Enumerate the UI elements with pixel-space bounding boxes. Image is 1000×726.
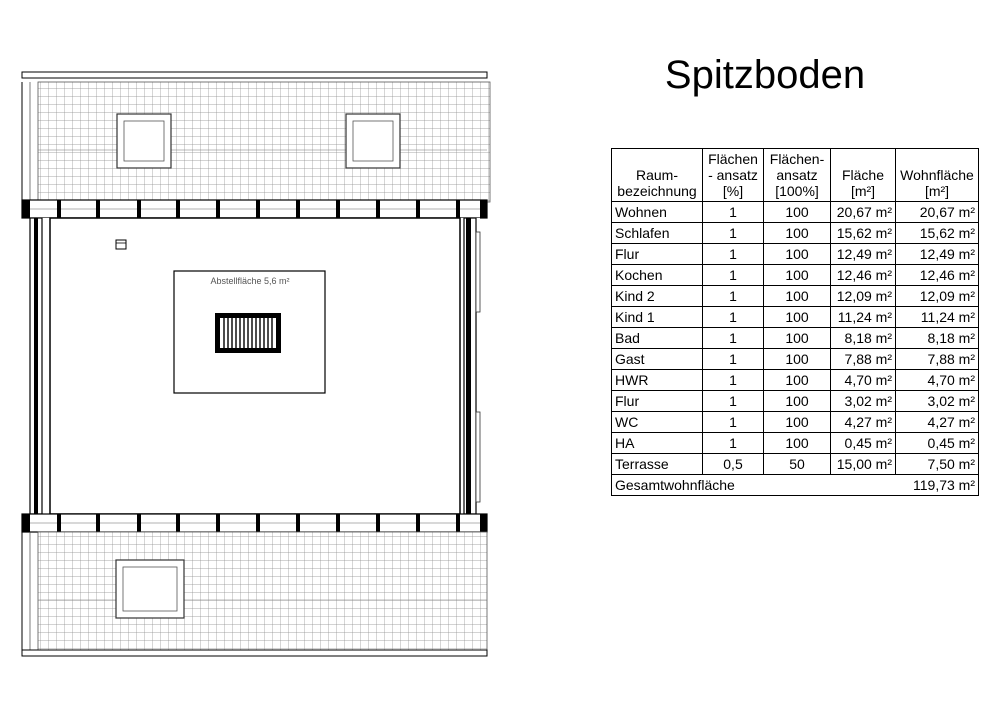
area: 12,46 m² — [831, 265, 896, 286]
table-row — [612, 244, 979, 265]
area: 0,45 m² — [831, 433, 896, 454]
factor-100: 100 — [764, 244, 831, 265]
factor-pct: 1 — [703, 286, 764, 307]
header-living-area-line2: [m²] — [924, 183, 950, 199]
table-row — [612, 391, 979, 412]
table-row — [612, 328, 979, 349]
factor-100: 100 — [764, 433, 831, 454]
area: 8,18 m² — [831, 328, 896, 349]
area: 7,88 m² — [831, 349, 896, 370]
living-area: 7,88 m² — [896, 349, 979, 370]
living-area: 11,24 m² — [896, 307, 979, 328]
header-factor-pct-line2: - ansatz — [708, 167, 758, 183]
area: 12,49 m² — [831, 244, 896, 265]
header-living-area-line1: Wohnfläche — [900, 167, 974, 183]
room-name: Kochen — [612, 265, 703, 286]
area-table — [611, 148, 979, 496]
table-row — [612, 202, 979, 223]
factor-100: 100 — [764, 307, 831, 328]
factor-pct: 1 — [703, 265, 764, 286]
living-area: 8,18 m² — [896, 328, 979, 349]
room-name: HA — [612, 433, 703, 454]
table-row — [612, 286, 979, 307]
factor-100: 100 — [764, 202, 831, 223]
factor-pct: 1 — [703, 328, 764, 349]
header-area — [831, 149, 896, 202]
roof-window-top-left — [117, 114, 171, 168]
area: 11,24 m² — [831, 307, 896, 328]
room-name: Bad — [612, 328, 703, 349]
total-label: Gesamtwohnfläche — [612, 475, 831, 496]
factor-pct: 1 — [703, 391, 764, 412]
room-name: Wohnen — [612, 202, 703, 223]
attic-hatch — [215, 313, 281, 353]
factor-100: 50 — [764, 454, 831, 475]
area: 4,70 m² — [831, 370, 896, 391]
room-name: Terrasse — [612, 454, 703, 475]
room-name: Gast — [612, 349, 703, 370]
room-name: Flur — [612, 244, 703, 265]
table-row — [612, 370, 979, 391]
living-area: 0,45 m² — [896, 433, 979, 454]
factor-pct: 1 — [703, 307, 764, 328]
factor-100: 100 — [764, 328, 831, 349]
factor-100: 100 — [764, 265, 831, 286]
living-area: 12,49 m² — [896, 244, 979, 265]
living-area: 3,02 m² — [896, 391, 979, 412]
area: 3,02 m² — [831, 391, 896, 412]
header-factor-pct — [703, 149, 764, 202]
area: 12,09 m² — [831, 286, 896, 307]
living-area: 12,09 m² — [896, 286, 979, 307]
header-living-area — [896, 149, 979, 202]
header-factor-100 — [764, 149, 831, 202]
header-factor-100-line2: ansatz — [776, 167, 818, 183]
factor-100: 100 — [764, 370, 831, 391]
table-row — [612, 433, 979, 454]
table-row — [612, 307, 979, 328]
living-area: 4,27 m² — [896, 412, 979, 433]
header-area-line2: [m²] — [850, 183, 876, 199]
vent-symbol — [116, 240, 126, 249]
factor-pct: 1 — [703, 223, 764, 244]
living-area: 7,50 m² — [896, 454, 979, 475]
room-name: Flur — [612, 391, 703, 412]
roof-window-top-right — [346, 114, 400, 168]
total-value: 119,73 m² — [831, 475, 979, 496]
header-room-name — [612, 149, 703, 202]
factor-100: 100 — [764, 286, 831, 307]
storage-area-label: Abstellfläche 5,6 m² — [210, 276, 290, 286]
page-title: Spitzboden — [664, 53, 866, 97]
header-factor-pct-line3: [%] — [722, 183, 744, 199]
header-factor-100-line1: Flächen- — [769, 151, 825, 167]
factor-pct: 1 — [703, 202, 764, 223]
header-area-line1: Fläche — [841, 167, 885, 183]
table-row — [612, 223, 979, 244]
room-name: WC — [612, 412, 703, 433]
factor-100: 100 — [764, 412, 831, 433]
roof-window-bottom — [116, 560, 184, 618]
factor-pct: 0,5 — [703, 454, 764, 475]
area: 15,62 m² — [831, 223, 896, 244]
living-area: 4,70 m² — [896, 370, 979, 391]
table-header-row — [612, 149, 979, 202]
room-name: Kind 2 — [612, 286, 703, 307]
header-room-name-line1: Raum- — [635, 167, 678, 183]
factor-pct: 1 — [703, 433, 764, 454]
roof-bottom — [22, 532, 487, 656]
header-factor-pct-line1: Flächen — [708, 151, 758, 167]
header-room-name-line2: bezeichnung — [617, 183, 697, 199]
living-area: 20,67 m² — [896, 202, 979, 223]
factor-pct: 1 — [703, 412, 764, 433]
roof-top — [22, 72, 490, 202]
factor-100: 100 — [764, 391, 831, 412]
factor-100: 100 — [764, 349, 831, 370]
living-area: 15,62 m² — [896, 223, 979, 244]
table-row — [612, 412, 979, 433]
room-name: Kind 1 — [612, 307, 703, 328]
area: 4,27 m² — [831, 412, 896, 433]
beam-band-bottom — [22, 514, 487, 532]
area: 15,00 m² — [831, 454, 896, 475]
factor-pct: 1 — [703, 349, 764, 370]
room-name: HWR — [612, 370, 703, 391]
factor-100: 100 — [764, 223, 831, 244]
table-row — [612, 265, 979, 286]
factor-pct: 1 — [703, 244, 764, 265]
header-factor-100-line3: [100%] — [775, 183, 819, 199]
living-area: 12,46 m² — [896, 265, 979, 286]
table-row — [612, 454, 979, 475]
area: 20,67 m² — [831, 202, 896, 223]
factor-pct: 1 — [703, 370, 764, 391]
beam-band-top — [22, 200, 487, 218]
total-row — [612, 475, 979, 496]
room-name: Schlafen — [612, 223, 703, 244]
table-row — [612, 349, 979, 370]
